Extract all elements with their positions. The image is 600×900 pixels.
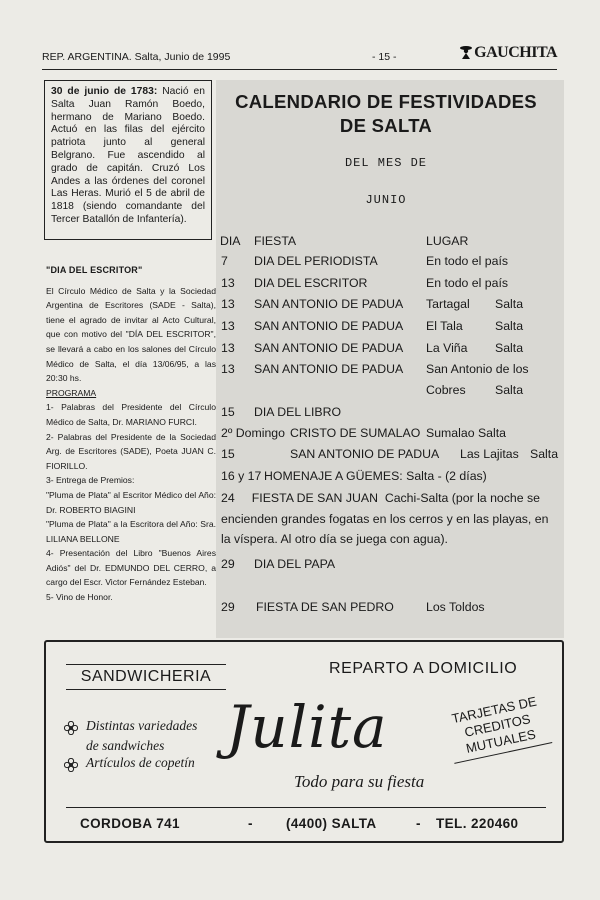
ad-separator: -: [248, 816, 253, 831]
row-prov: Salta: [530, 447, 559, 461]
calendar-title-line2: DE SALTA: [339, 115, 433, 136]
row-lugar: En todo el país: [426, 276, 509, 290]
row-fiesta: SAN ANTONIO DE PADUA: [254, 341, 404, 355]
row-fiesta: FIESTA DE SAN PEDRO: [256, 600, 394, 614]
ad-reparto: REPARTO A DOMICILIO: [329, 660, 518, 677]
escritor-intro: El Círculo Médico de Salta y la Sociedad Argentina de Escritores (SADE - Salta), tiene el agrado de invitar al Acto Cultural, que con motivo del "DÍA DEL ESCRITOR", se llevará a cabo en los salones del Círculo Médico de Salta, el día 13/06/95, a las 20:30 hs.: [46, 285, 216, 384]
row-lugar: La Viña: [426, 341, 468, 355]
program-item: 4- Presentación del Libro "Buenos Aires Adiós" del Dr. EDMUNDO DEL CERRO, a cargo del Escr. Victor Fernández Esteban.: [46, 548, 216, 588]
row-fiesta: HOMENAJE A GÜEMES: Salta - (2 días): [264, 469, 487, 483]
row-lugar: Los Toldos: [426, 600, 485, 614]
ad-line-copetin: Artículos de copetín: [86, 755, 195, 770]
ad-footer: [66, 807, 546, 835]
row-dia: 29: [221, 600, 235, 614]
row-prov: Salta: [495, 297, 524, 311]
row-fiesta: DIA DEL ESCRITOR: [254, 276, 368, 290]
column-header-dia: DIA: [220, 234, 241, 248]
page-header: [42, 46, 557, 70]
logo-text: GAUCHITA: [474, 44, 557, 61]
ad-line-variedades: Distintas variedades: [86, 718, 198, 733]
row-lugar: Cachi-Salta (por la noche se encienden grandes fogatas en los cerros y en las playas, en la víspera. Al otro día se juega con agua).: [221, 491, 549, 546]
row-lugar: Tartagal: [426, 297, 470, 311]
row-dia: 7: [221, 254, 228, 268]
row-prov: Salta: [495, 383, 524, 397]
row-dia: 13: [221, 341, 235, 355]
row-dia: 13: [221, 297, 235, 311]
row-dia: 2º Domingo: [221, 426, 285, 440]
row-lugar: San Antonio de los: [426, 362, 529, 376]
escritor-article: [46, 263, 216, 605]
ad-city: (4400) SALTA: [286, 816, 377, 831]
publication-logo: [460, 44, 557, 62]
column-header-fiesta: FIESTA: [254, 234, 297, 248]
ad-slogan: Todo para su fiesta: [294, 772, 425, 791]
row-dia: 13: [221, 276, 235, 290]
row-lugar-cont: Cobres: [426, 383, 466, 397]
row-lugar: El Tala: [426, 319, 463, 333]
flower-icon: [64, 721, 78, 735]
bio-box: [44, 80, 212, 240]
ad-phone: TEL. 220460: [436, 816, 519, 831]
row-fiesta: DIA DEL PERIODISTA: [254, 254, 378, 268]
calendar-row-sanjuan: [221, 488, 559, 550]
ad-address: CORDOBA 741: [80, 816, 180, 831]
row-dia: 15: [221, 405, 235, 419]
flower-icon: [64, 758, 78, 772]
program-item: "Pluma de Plata" a la Escritora del Año: Sra. LILIANA BELLONE: [46, 519, 216, 544]
row-fiesta: SAN ANTONIO DE PADUA: [254, 319, 404, 333]
row-lugar: Las Lajitas: [460, 447, 519, 461]
ad-line-sandwiches: de sandwiches: [86, 738, 165, 753]
row-fiesta: SAN ANTONIO DE PADUA: [254, 297, 404, 311]
row-dia: 29: [221, 557, 235, 571]
gaucho-icon: [460, 45, 472, 59]
escritor-title: "DIA DEL ESCRITOR": [46, 265, 143, 275]
ad-tarjetas: TARJETAS DE CREDITOS MUTUALES: [444, 692, 553, 764]
program-item: 1- Palabras del Presidente del Círculo Médico de Salta, Dr. MARIANO FURCI.: [46, 402, 216, 427]
row-prov: Salta: [495, 341, 524, 355]
bio-date: 30 de junio de 1783:: [51, 86, 158, 97]
row-fiesta: DIA DEL LIBRO: [254, 405, 342, 419]
julita-advertisement: [44, 640, 564, 843]
ad-brand: Julita: [226, 693, 388, 761]
calendar-subtitle: DEL MES DE: [344, 156, 427, 170]
row-fiesta: DIA DEL PAPA: [254, 557, 336, 571]
program-item: 2- Palabras del Presidente de la Sociedad Arg. de Escritores (SADE), Poeta JUAN C. FIORILLO.: [46, 431, 216, 471]
header-date: REP. ARGENTINA. Salta, Junio de 1995: [42, 51, 231, 63]
row-dia: 15: [221, 447, 235, 461]
row-dia: 16 y 17: [221, 469, 262, 483]
row-fiesta: CRISTO DE SUMALAO: [290, 426, 421, 440]
column-header-lugar: LUGAR: [426, 234, 469, 248]
row-fiesta: FIESTA DE SAN JUAN: [251, 491, 378, 505]
row-lugar: Sumalao Salta: [426, 426, 506, 440]
row-fiesta: SAN ANTONIO DE PADUA: [254, 362, 404, 376]
row-prov: Salta: [495, 319, 524, 333]
row-dia: 13: [221, 319, 235, 333]
program-item: 5- Vino de Honor.: [46, 592, 113, 603]
program-item: "Pluma de Plata" al Escritor Médico del Año: Dr. ROBERTO BIAGINI: [46, 489, 216, 515]
calendar-month: JUNIO: [365, 193, 407, 207]
row-dia: 24: [221, 491, 235, 505]
page-number: - 15 -: [372, 51, 397, 63]
row-lugar: En todo el país: [426, 254, 509, 268]
calendar-title: [216, 90, 556, 138]
program-item: 3- Entrega de Premios:: [46, 475, 135, 486]
program-heading: PROGRAMA: [46, 387, 97, 398]
row-dia: 13: [221, 362, 235, 376]
ad-sandwicheria: SANDWICHERIA: [66, 664, 226, 690]
row-fiesta: SAN ANTONIO DE PADUA: [290, 447, 440, 461]
ad-separator: -: [416, 816, 421, 831]
bio-text: Nació en Salta Juan Ramón Boedo, hermano de Mariano Boedo. Actuó en las filas del ejército patriota junto al general Belgrano. Fue ascendido al grado de capitán. Cruzó Los Andes a las órdenes del coronel Las Heras. Murió el 5 de abril de 1818 (siendo comandante del Tercer Batallón de Infantería).: [51, 86, 205, 225]
calendar-title-line1: CALENDARIO DE FESTIVIDADES: [235, 91, 537, 112]
